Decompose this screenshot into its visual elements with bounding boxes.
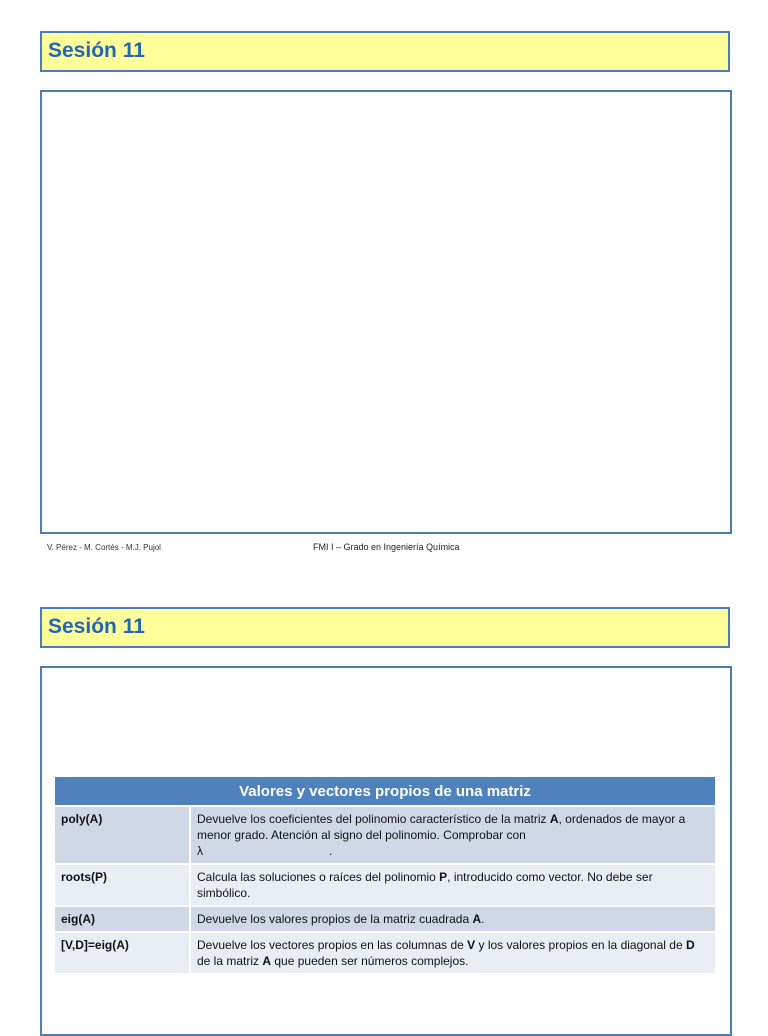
function-description: Devuelve los valores propios de la matriz cuadrada A. — [190, 906, 715, 932]
lambda-symbol: λ — [197, 844, 203, 858]
table-row-roots — [55, 864, 715, 906]
footer-authors: V. Pérez - M. Cortés - M.J. Pujol — [47, 543, 161, 552]
table-row-eig — [55, 906, 715, 932]
function-description: Devuelve los vectores propios en las columnas de V y los valores propios en la diagonal de D de la matriz A que pueden ser números complejos. — [190, 932, 715, 973]
slide2-title-bar — [40, 607, 730, 648]
function-name: poly(A) — [55, 806, 190, 864]
function-name: eig(A) — [55, 906, 190, 932]
function-name: [V,D]=eig(A) — [55, 932, 190, 973]
functions-table — [55, 777, 715, 973]
slide1-content-box — [40, 90, 732, 534]
function-description: Calcula las soluciones o raíces del polinomio P, introducido como vector. No debe ser simbólico. — [190, 864, 715, 906]
footer-course: FMI I – Grado en Ingeniería Química — [313, 542, 460, 552]
slide1-title: Sesión 11 — [48, 39, 145, 62]
table-header: Valores y vectores propios de una matriz — [55, 777, 715, 806]
table-row-poly — [55, 806, 715, 864]
function-description: Devuelve los coeficientes del polinomio característico de la matriz A, ordenados de mayor a menor grado. Atención al signo del polinomio. Comprobar con λ . — [190, 806, 715, 864]
slide1-title-bar — [40, 31, 730, 72]
table-row-eig-vectors — [55, 932, 715, 973]
function-name: roots(P) — [55, 864, 190, 906]
slide2-title: Sesión 11 — [48, 615, 145, 638]
